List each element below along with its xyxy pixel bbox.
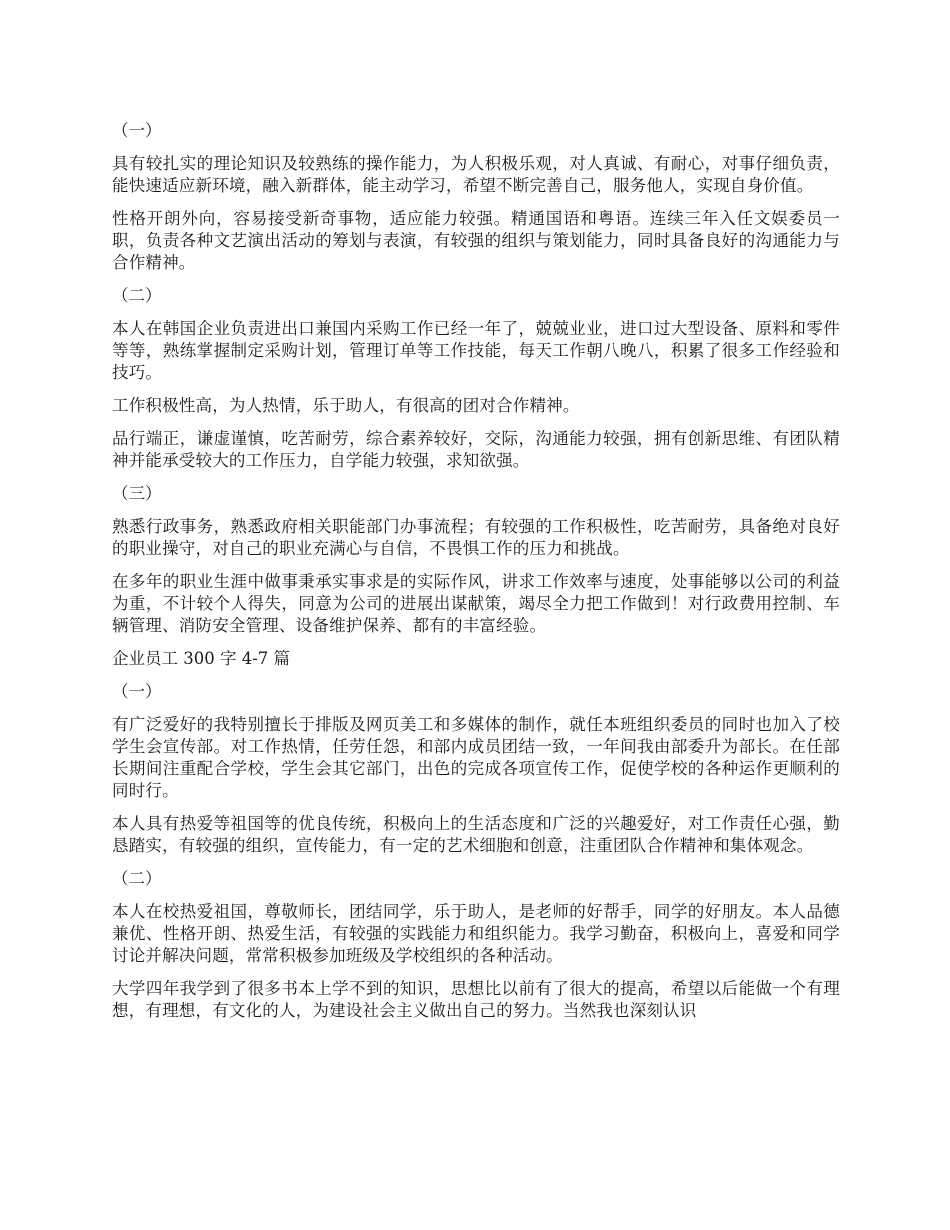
section-heading: （三）: [112, 484, 162, 503]
document-page: [112, 120, 840, 1033]
paragraph: 在多年的职业生涯中做事秉承实事求是的实际作风，讲求工作效率与速度，处事能够以公司的利益为重，不计较个人得失，同意为公司的进展出谋献策，竭尽全力把工作做到！对行政费用控制、车辆管理、消防安全管理、设备维护保养、都有的丰富经验。: [112, 572, 840, 635]
paragraph: 本人具有热爱等祖国等的优良传统，积极向上的生活态度和广泛的兴趣爱好，对工作责任心强，勤恳踏实，有较强的组织，宣传能力，有一定的艺术细胞和创意，注重团队合作精神和集体观念。: [112, 814, 840, 855]
paragraph: 品行端正，谦虚谨慎，吃苦耐劳，综合素养较好，交际，沟通能力较强，拥有创新思维、有团队精神并能承受较大的工作压力，自学能力较强，求知欲强。: [112, 429, 840, 470]
section-heading: （一）: [112, 121, 162, 140]
paragraph: 熟悉行政事务，熟悉政府相关职能部门办事流程；有较强的工作积极性，吃苦耐劳，具备绝对良好的职业操守，对自己的职业充满心与自信，不畏惧工作的压力和挑战。: [112, 517, 840, 558]
paragraph: 本人在韩国企业负责进出口兼国内采购工作已经一年了，兢兢业业，进口过大型设备、原料和零件等等，熟练掌握制定采购计划，管理订单等工作技能，每天工作朝八晚八，积累了很多工作经验和技巧。: [112, 319, 840, 382]
section-heading: （二）: [112, 869, 162, 888]
paragraph: 工作积极性高，为人热情，乐于助人，有很高的团对合作精神。: [112, 396, 580, 415]
section-heading: （二）: [112, 286, 162, 305]
paragraph: 大学四年我学到了很多书本上学不到的知识，思想比以前有了很大的提高，希望以后能做一个有理想，有理想，有文化的人，为建设社会主义做出自己的努力。当然我也深刻认识: [112, 979, 840, 1020]
paragraph: 有广泛爱好的我特别擅长于排版及网页美工和多媒体的制作，就任本班组织委员的同时也加入了校学生会宣传部。对工作热情，任劳任怨，和部内成员团结一致，一年间我由部委升为部长。在任部长期间注重配合学校，学生会其它部门，出色的完成各项宣传工作，促使学校的各种运作更顺利的同时行。: [112, 715, 840, 800]
paragraph: 本人在校热爱祖国，尊敬师长，团结同学，乐于助人，是老师的好帮手，同学的好朋友。本人品德兼优、性格开朗、热爱生活，有较强的实践能力和组织能力。我学习勤奋，积极向上，喜爱和同学讨论并解决问题，常常积极参加班级及学校组织的各种活动。: [112, 902, 840, 965]
section-heading: （一）: [112, 682, 162, 701]
paragraph: 具有较扎实的理论知识及较熟练的操作能力，为人积极乐观，对人真诚、有耐心，对事仔细负责，能快速适应新环境，融入新群体，能主动学习，希望不断完善自己，服务他人，实现自身价值。: [112, 154, 840, 195]
document-subtitle: 企业员工 300 字 4-7 篇: [112, 649, 291, 668]
paragraph: 性格开朗外向，容易接受新奇事物，适应能力较强。精通国语和粤语。连续三年入任文娱委员一职，负责各种文艺演出活动的筹划与表演，有较强的组织与策划能力，同时具备良好的沟通能力与合作精神。: [112, 209, 840, 272]
